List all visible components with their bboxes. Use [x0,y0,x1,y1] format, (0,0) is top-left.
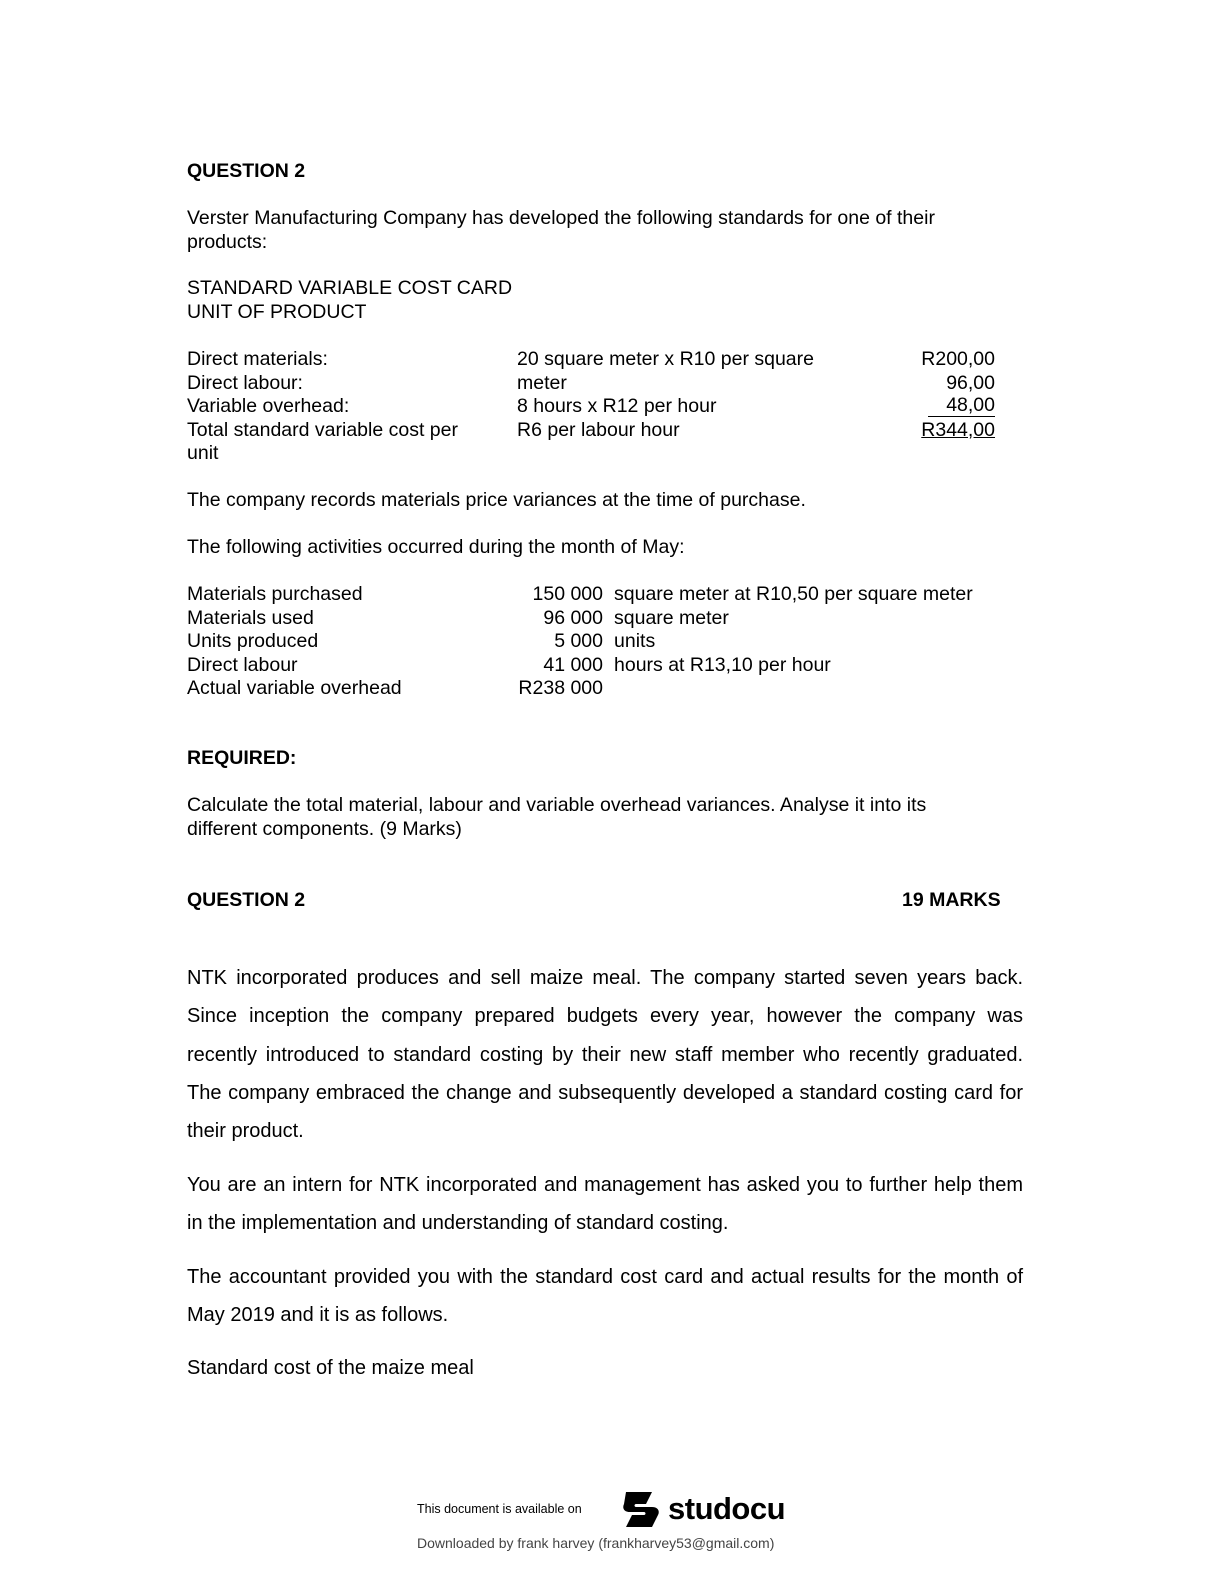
studocu-logo[interactable] [620,1488,785,1530]
question-2-title: QUESTION 2 [187,889,306,911]
cost-amount: R200,00 [921,348,995,370]
activity-desc: hours at R13,10 per hour [614,653,831,676]
paragraph: NTK incorporated produces and sell maize meal. The company started seven years back. Since inception the company prepared budgets every year, however the company was recently introduced to standard costing by their new staff member who recently graduated. The company embraced the change and subsequently developed a standard costing card for their product. [187,967,1023,1143]
paragraph: The accountant provided you with the standard cost card and actual results for the month of May 2019 and it is as follows. [187,1266,1023,1327]
required-text: Calculate the total material, labour and variable overhead variances. Analyse it into its different components. (9 Marks) [187,794,927,840]
cost-label: Direct materials: [187,348,328,370]
paragraph: You are an intern for NTK incorporated and management has asked you to further help them in the implementation and understanding of standard costing. [187,1174,1023,1235]
note: The company records materials price variances at the time of purchase. [187,489,806,511]
required-label: REQUIRED: [187,747,297,769]
activity-label: Actual variable overhead [187,677,402,699]
cost-label: Direct labour: [187,371,303,394]
question-2-marks: 19 MARKS [902,889,1001,911]
activity-desc: square meter at R10,50 per square meter [614,583,973,605]
activity-qty: 41 000 [543,653,603,676]
activity-label: Materials used [187,606,314,629]
question-1-intro: Verster Manufacturing Company has developed the following standards for one of their products: [187,207,935,253]
cost-total: R344,00 [921,418,995,441]
activity-desc: square meter [614,606,729,629]
activity-qty: 96 000 [543,606,603,629]
cost-desc: 20 square meter x R10 per square [517,348,814,370]
cost-amount: 96,00 [946,371,995,394]
activity-label: Direct labour [187,653,298,676]
activities-intro: The following activities occurred during the month of May: [187,536,685,558]
activity-label: Units produced [187,630,319,652]
studocu-logo-icon [620,1488,662,1530]
footer-available-text: This document is available on [417,1502,582,1516]
cost-card-title: STANDARD VARIABLE COST CARD [187,277,513,299]
cost-desc: meter [517,371,567,394]
cost-card-subtitle: UNIT OF PRODUCT [187,301,367,323]
cost-card-table [0,348,1224,468]
cost-label: Variable overhead: [187,395,350,417]
activity-qty: R238 000 [518,677,603,699]
activity-qty: 5 000 [554,630,603,652]
activity-label: Materials purchased [187,583,363,605]
studocu-brand: studocu [668,1491,786,1526]
activity-qty: 150 000 [532,583,603,605]
paragraph: Standard cost of the maize meal [187,1357,474,1379]
cost-desc: 8 hours x R12 per hour [517,395,717,417]
cost-desc: R6 per labour hour [517,418,680,441]
cost-label: Total standard variable cost per [187,418,458,441]
cost-amount: 48,00 [928,395,995,417]
cost-label: unit [187,442,219,464]
question-1-title: QUESTION 2 [187,160,306,182]
activities-table [0,583,1224,703]
footer-downloaded-text: Downloaded by frank harvey (frankharvey53@gmail.com) [417,1535,775,1551]
activity-desc: units [614,630,656,652]
